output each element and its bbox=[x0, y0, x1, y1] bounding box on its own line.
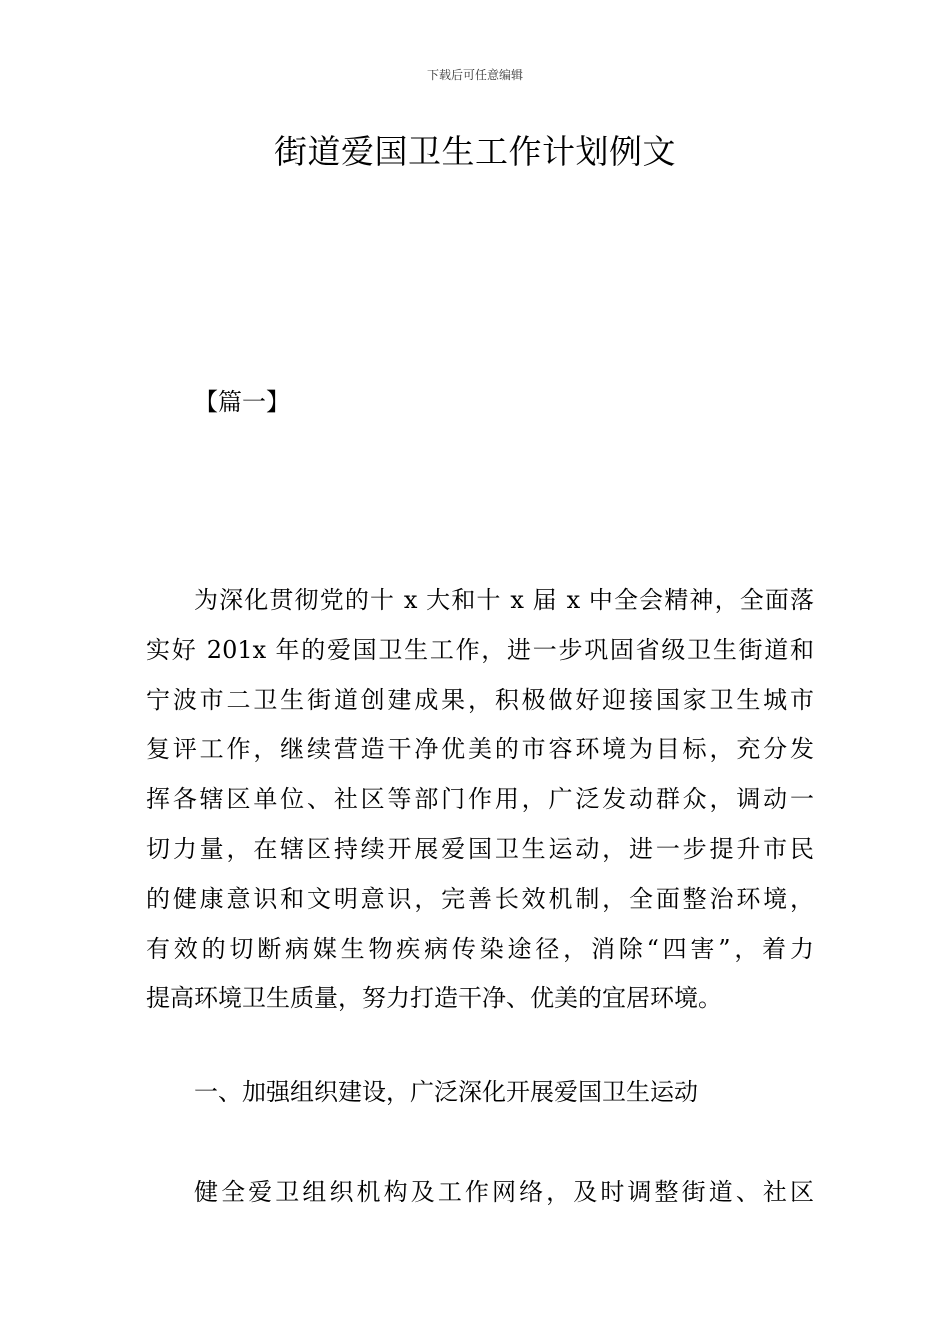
download-note: 下载后可任意编辑 bbox=[426, 68, 523, 82]
paragraph-line: 挥各辖区单位、社区等部门作用，广泛发动群众，调动一 bbox=[146, 785, 814, 814]
document-title: 街道爱国卫生工作计划例文 bbox=[274, 132, 676, 171]
section-label: 【篇一】 bbox=[194, 388, 290, 416]
paragraph-line: 为深化贯彻党的十 x 大和十 x 届 x 中全会精神，全面落 bbox=[194, 586, 814, 614]
paragraph-line: 复评工作，继续营造干净优美的市容环境为目标，充分发 bbox=[146, 735, 814, 764]
paragraph-2: 健全爱卫组织机构及工作网络，及时调整街道、社区 bbox=[194, 1178, 814, 1206]
section-heading: 一、加强组织建设，广泛深化开展爱国卫生运动 bbox=[194, 1078, 698, 1106]
paragraph-line: 实好 201x 年的爱国卫生工作，进一步巩固省级卫生街道和 bbox=[146, 635, 814, 664]
paragraph-line: 宁波市二卫生街道创建成果，积极做好迎接国家卫生城市 bbox=[146, 685, 814, 714]
paragraph-line: 切力量，在辖区持续开展爱国卫生运动，进一步提升市民 bbox=[146, 834, 814, 863]
paragraph-1 bbox=[146, 576, 814, 1024]
paragraph-line: 有效的切断病媒生物疾病传染途径，消除“四害”，着力 bbox=[146, 934, 814, 963]
paragraph-line: 提高环境卫生质量，努力打造干净、优美的宜居环境。 bbox=[146, 984, 722, 1013]
paragraph-line: 的健康意识和文明意识，完善长效机制，全面整治环境， bbox=[146, 884, 814, 913]
